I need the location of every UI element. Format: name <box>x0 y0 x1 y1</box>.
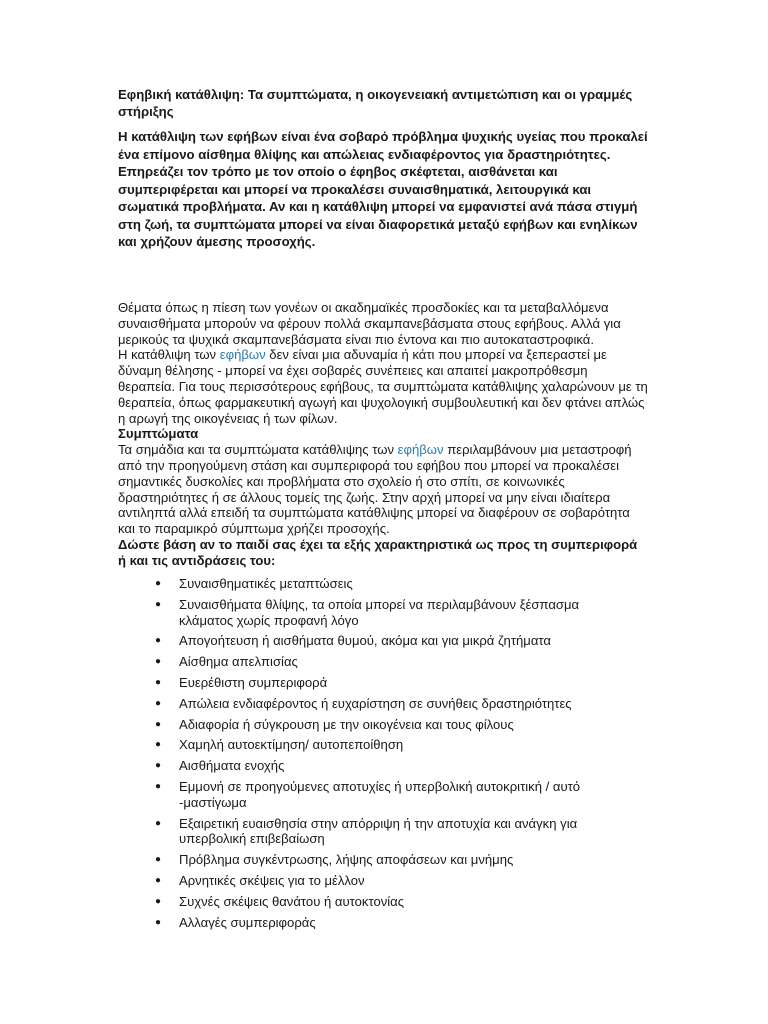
teens-link[interactable]: εφήβων <box>219 347 266 363</box>
bullet-icon: ● <box>155 760 162 772</box>
bullet-icon: ● <box>155 817 162 829</box>
list-item <box>155 894 625 910</box>
bullet-icon: ● <box>155 578 162 589</box>
symptom-list <box>155 576 625 935</box>
list-item <box>155 597 625 629</box>
list-item-text: Αίσθημα απελπισίας <box>179 654 298 670</box>
bullet-icon: ● <box>155 635 162 647</box>
paragraph-text: δεν είναι μια αδυναμία ή κάτι που μπορεί να ξεπεραστεί με δύναμη θέλησης - μπορεί να έχει σοβαρές συνέπειες και απαιτεί μακροπρόθεσμη θεραπεία. Για τους περισσότερους εφήβους, τα συμπτώματα κατάθλιψης χαλαρώνουν με τη θεραπεία, όπως φαρμακευτική αγωγή και ψυχολογική συμβουλευτική και δεν φτάνει απλώς η αρωγή της οικογένειας ή των φίλων. <box>118 347 648 426</box>
bullet-icon: ● <box>155 874 162 886</box>
list-item <box>155 779 625 811</box>
bullet-icon: ● <box>155 780 162 792</box>
bullet-icon: ● <box>155 697 162 709</box>
list-item <box>155 717 625 733</box>
emphasis-paragraph: Δώστε βάση αν το παιδί σας έχει τα εξής χαρακτηριστικά ως προς τη συμπεριφορά ή και τις αντιδράσεις του: <box>118 536 638 568</box>
bullet-icon: ● <box>155 739 162 751</box>
bullet-icon: ● <box>155 854 162 866</box>
bullet-icon: ● <box>155 676 162 688</box>
list-item <box>155 915 625 931</box>
list-item <box>155 758 625 774</box>
paragraph-text: Τα σημάδια και τα συμπτώματα κατάθλιψης των <box>118 442 398 458</box>
list-item <box>155 654 625 670</box>
bullet-icon: ● <box>155 718 162 730</box>
list-item-text: Αλλαγές συμπεριφοράς <box>179 914 316 930</box>
section-heading-symptoms: Συμπτώματα <box>118 426 199 442</box>
list-item <box>155 633 625 649</box>
list-item-text: Απογοήτευση ή αισθήματα θυμού, ακόμα και για μικρά ζητήματα <box>179 633 551 649</box>
list-item-text: Αδιαφορία ή σύγκρουση με την οικογένεια και τους φίλους <box>179 716 514 732</box>
list-item-text: Πρόβλημα συγκέντρωσης, λήψης αποφάσεων και μνήμης <box>179 852 514 868</box>
bullet-icon: ● <box>155 656 162 668</box>
bullet-icon: ● <box>155 895 162 907</box>
list-item-text: Απώλεια ενδιαφέροντος ή ευχαρίστηση σε συνήθεις δραστηριότητες <box>179 695 572 711</box>
list-item-text: Εμμονή σε προηγούμενες αποτυχίες ή υπερβολική αυτοκριτική / αυτό -μαστίγωμα <box>179 778 581 810</box>
list-item-text: Εξαιρετική ευαισθησία στην απόρριψη ή την αποτυχία και ανάγκη για υπερβολική επιβεβαίωση <box>179 815 578 847</box>
page-title: Εφηβική κατάθλιψη: Τα συμπτώματα, η οικογενειακή αντιμετώπιση και οι γραμμές στήριξης <box>118 87 633 119</box>
definition-paragraph <box>118 347 648 426</box>
bullet-icon: ● <box>155 916 162 928</box>
paragraph-text: περιλαμβάνουν μια μεταστροφή από την προηγούμενη στάση και συμπεριφορά του εφήβου που μπορεί να προκαλέσει σημαντικές δυσκολίες και προβλήματα στο σχολείο ή στο σπίτι, σε κοινωνικές δραστηριότητες ή σε άλλους τομείς της ζωής. Στην αρχή μπορεί να μην είναι ιδιαίτερα αντιληπτά αλλά επειδή τα συμπτώματα κατάθλιψης μπορεί να διαφέρουν σε σοβαρότητα και το παραμικρό σύμπτωμα χρήζει προσοχής. <box>118 442 632 537</box>
bullet-icon: ● <box>155 598 162 610</box>
list-item <box>155 675 625 691</box>
list-item-text: Ευερέθιστη συμπεριφορά <box>179 674 328 690</box>
list-item-text: Συναισθηματικές μεταπτώσεις <box>179 576 353 591</box>
list-item-text: Αρνητικές σκέψεις για το μέλλον <box>179 872 365 888</box>
list-item <box>155 873 625 889</box>
list-item-text: Αισθήματα ενοχής <box>179 758 285 774</box>
list-item <box>155 576 625 592</box>
symptoms-paragraph <box>118 442 648 537</box>
lead-paragraph: Η κατάθλιψη των εφήβων είναι ένα σοβαρό πρόβλημα ψυχικής υγείας που προκαλεί ένα επίμονο αίσθημα θλίψης και απώλειας ενδιαφέροντος για δραστηριότητες. Επηρεάζει τον τρόπο με τον οποίο ο έφηβος σκέφτεται, αισθάνεται και συμπεριφέρεται και μπορεί να προκαλέσει συναισθηματικά, λειτουργικά και σωματικά προβλήματα. Αν και η κατάθλιψη μπορεί να εμφανιστεί ανά πάσα στιγμή στη ζωή, τα συμπτώματα μπορεί να είναι διαφορετικά μεταξύ εφήβων και ενηλίκων και χρήζουν άμεσης προσοχής. <box>118 129 648 249</box>
paragraph-text: Η κατάθλιψη των <box>118 347 220 363</box>
list-item <box>155 737 625 753</box>
list-item-text: Συναισθήματα θλίψης, τα οποία μπορεί να περιλαμβάνουν ξέσπασμα κλάματος χωρίς προφανή λόγο <box>179 596 580 628</box>
intro-paragraph: Θέματα όπως η πίεση των γονέων οι ακαδημαϊκές προσδοκίες και τα μεταβαλλόμενα συναισθήματα μπορούν να φέρουν πολλά σκαμπανεβάσματα στους εφήβους. Αλλά για μερικούς τα ψυχικά σκαμπανεβάσματα είναι πιο έντονα και πιο αυτοκαταστροφικά. <box>118 300 621 347</box>
list-item <box>155 696 625 712</box>
list-item <box>155 816 625 848</box>
teens-link[interactable]: εφήβων <box>397 442 444 458</box>
list-item-text: Χαμηλή αυτοεκτίμηση/ αυτοπεποίθηση <box>179 737 404 753</box>
article-body <box>118 300 648 569</box>
list-item-text: Συχνές σκέψεις θανάτου ή αυτοκτονίας <box>179 893 405 909</box>
list-item <box>155 852 625 868</box>
